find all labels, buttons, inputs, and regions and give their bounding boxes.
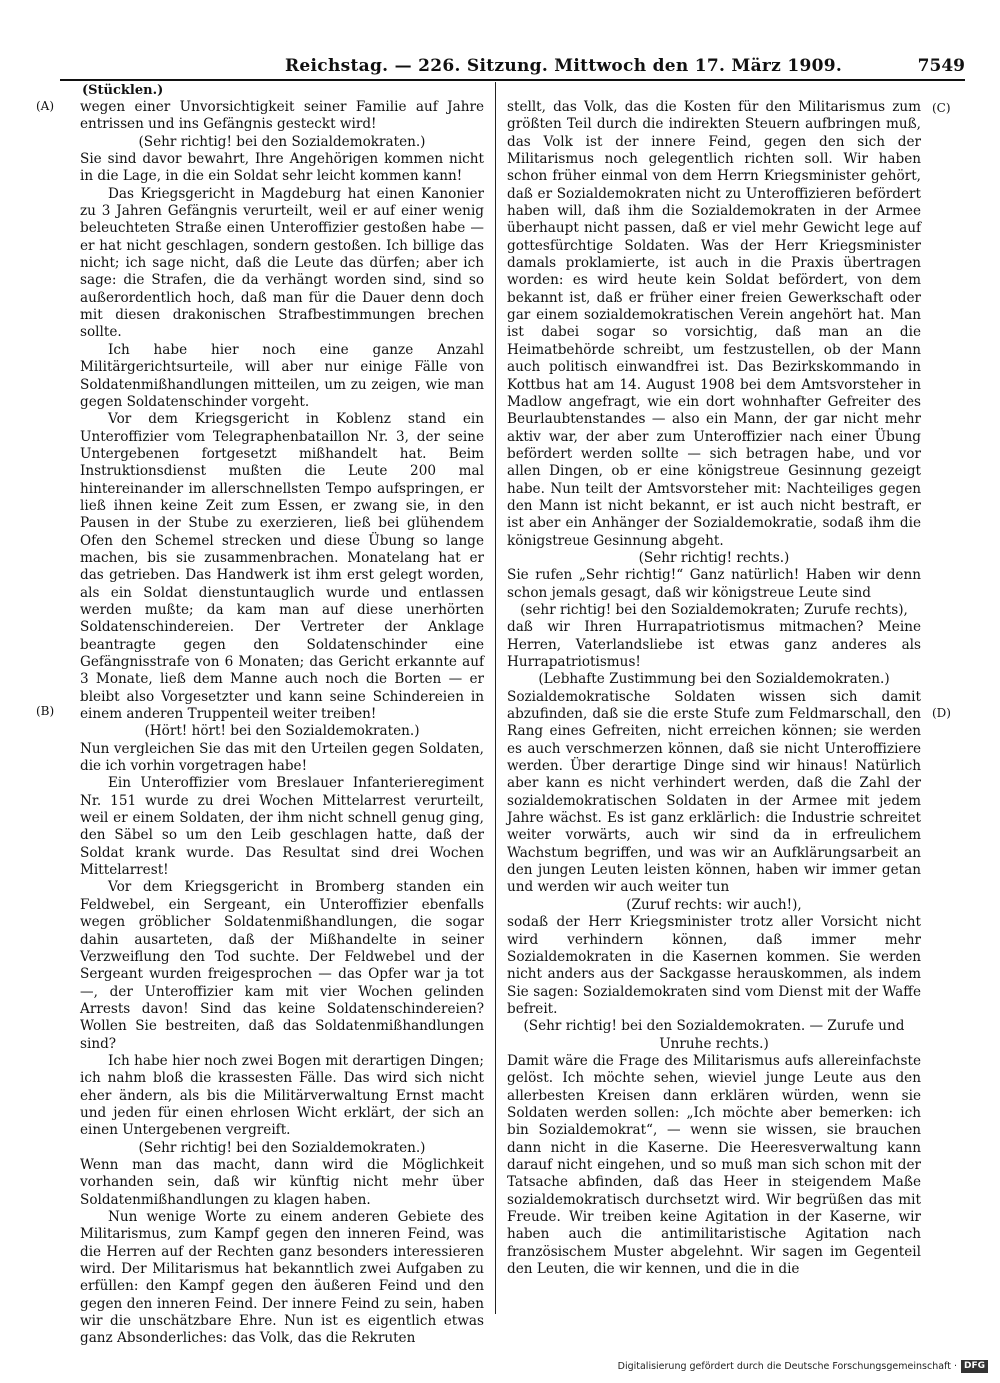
interjection: (Sehr richtig! bei den Sozialdemokraten. — Zurufe und Unruhe rechts.) xyxy=(523,1018,905,1052)
footer-text: Digitalisierung gefördert durch die Deutsche Forschungsgemeinschaft · xyxy=(617,1361,957,1372)
paragraph: sodaß der Herr Kriegsminister trotz aller Vorsicht nicht wird verhindern können, daß immer mehr Sozialdemokraten in die Kasernen kommen. Sie werden nicht anders aus der Sackgasse herauskommen, als indem Sie sagen: Sozialdemokraten sind vom Dienst mit der Waffe befreit. xyxy=(507,914,921,1017)
header-rule xyxy=(60,79,965,81)
interjection: (sehr richtig! bei den Sozialdemokraten; Zurufe rechts), xyxy=(520,601,908,618)
paragraph: stellt, das Volk, das die Kosten für den Militarismus zum größten Teil durch die indirekten Steuern aufbringen muß, das Volk ist der innere Feind, gegen den sich der Militarismus noch gelegentlich richten soll. Wir haben schon früher einmal von dem Herrn Kriegsminister gehört, daß er Sozialdemokraten nicht zu Unteroffizieren befördert haben will, daß ihm die Sozialdemokraten in der Armee überhaupt nicht passen, daß er viel mehr Gewicht lege auf gottesfürchtige Soldaten. Was der Herr Kriegsminister damals proklamierte, ist auch in die Praxis übertragen worden: es wird heute kein Soldat befördert, von dem bekannt ist, daß er früher einer freien Gewerkschaft oder gar einem sozialdemokratischen Verein angehört hat. Man ist dabei sogar so vorsichtig, daß man an die Heimatbehörde schreibt, um festzustellen, ob der Mann auch politisch einwandfrei ist. Das Bezirkskommando in Kottbus hat am 14. August 1908 bei dem Amtsvorsteher in Madlow angefragt, wie ein dort wohnhafter Gefreiter des Beurlaubtenstandes — also ein Mann, der gar nicht mehr aktiv war, der aber zum Unteroffizier nach einer Übung befördert werden sollte — sich betragen habe, und vor allen Dingen, ob er eine königstreue Gesinnung gezeigt habe. Nun teilt der Amtsvorsteher mit: Nachteiliges gegen den Mann ist nicht bekannt, er ist auch nicht bestraft, er ist aber ein Anhänger der Sozialdemokratie, sodaß ihm die königstreue Gesinnung abgeht. xyxy=(507,99,921,549)
footer-credit xyxy=(618,1360,988,1373)
dfg-logo-icon: DFG xyxy=(961,1360,988,1373)
column-divider xyxy=(495,82,496,1314)
paragraph: Ich habe hier noch zwei Bogen mit derartigen Dingen; ich nahm bloß die krassesten Fälle. Das wird sich nicht eher ändern, als bis die Militärverwaltung Ernst macht und jeden für einen ehrlosen Wicht erklärt, der sich an einen Untergebenen vergreift. xyxy=(80,1052,484,1139)
interjection: (Hört! hört! bei den Sozialdemokraten.) xyxy=(144,723,420,740)
paragraph: Sie sind davor bewahrt, Ihre Angehörigen kommen nicht in die Lage, in die ein Soldat sehr leicht kommen kann! xyxy=(80,151,484,185)
paragraph: Sozialdemokratische Soldaten wissen sich damit abzufinden, daß sie die erste Stufe zum Feldmarschall, den Rang eines Gefreiten, nicht erreichen können; sie werden es auch verschmerzen können, daß sie nicht Unteroffiziere werden. Über derartige Dinge sind wir hinaus! Natürlich aber kann es nicht verhindert werden, daß die Zahl der sozialdemokratischen Soldaten in der Armee mit jedem Jahre wächst. Es ist ganz erklärlich: die Industrie schreitet weiter vorwärts, auch wir sind da in erfreulichem Wachstum begriffen, und was wir an Aufklärungsarbeit an den jungen Leuten leisten können, haben wir immer getan und werden wir auch weiter tun xyxy=(507,688,921,896)
right-column xyxy=(507,99,921,1278)
paragraph: daß wir Ihren Hurrapatriotismus mitmachen? Meine Herren, Vaterlandsliebe ist etwas ganz anderes als Hurrapatriotismus! xyxy=(507,619,921,670)
interjection: (Lebhafte Zustimmung bei den Sozialdemokraten.) xyxy=(538,671,890,688)
paragraph: Ein Unteroffizier vom Breslauer Infanterieregiment Nr. 151 wurde zu drei Wochen Mittelarrest verurteilt, weil er einem Soldaten, der ihm nicht schnell genug ging, den Säbel so um den Leib geschlagen hatte, daß der Soldat krank wurde. Das Resultat sind drei Wochen Mittelarrest! xyxy=(80,775,484,879)
paragraph: Sie rufen „Sehr richtig!“ Ganz natürlich! Haben wir denn schon jemals gesagt, daß wir königstreue Leute sind xyxy=(507,567,921,601)
paragraph: Damit wäre die Frage des Militarismus aufs allereinfachste gelöst. Ich möchte sehen, wieviel junge Leute aus den allerbesten Kreisen dann erklären würden, wenn sie Soldaten werden sollen: „Ich möchte aber bemerken: ich bin Sozialdemokrat“, — wenn sie wissen, sie brauchen dann nicht in die Kaserne. Die Heeresverwaltung kann darauf nicht eingehen, und so muß man sich schon mit der Tatsache abfinden, daß das Heer in steigendem Maße sozialdemokratisch durchsetzt wird. Wir begrüßen das mit Freude. Wir treiben keine Agitation in der Kaserne, wir haben auch die antimilitaristische Agitation nach französischem Muster abgelehnt. Wir sagen im Gegenteil den Leuten, die wir kennen, und die in die xyxy=(507,1052,921,1278)
paragraph: Vor dem Kriegsgericht in Bromberg standen ein Feldwebel, ein Sergeant, ein Unteroffizier ebenfalls wegen gröblicher Soldatenmißhandlungen, die sogar dahin ausarteten, daß der Mißhandelte in seiner Verzweiflung den Tod suchte. Der Feldwebel und der Sergeant wurden freigesprochen — das Opfer war ja tot —, der Unteroffizier kam mit vier Wochen gelinden Arrests davon! Sind das keine Soldatenschindereien? Wollen Sie bestreiten, daß das Soldatenmißhandlungen sind? xyxy=(80,879,484,1052)
paragraph: Nun wenige Worte zu einem anderen Gebiete des Militarismus, zum Kampf gegen den inneren Feind, was die Herren auf der Rechten ganz besonders interessieren wird. Der Militarismus hat bekanntlich zwei Aufgaben zu erfüllen: den Kampf gegen den äußeren Feind und den gegen den inneren Feind. Der innere Feind zu sein, haben wir die unschätzbare Ehre. Nun ist es eigentlich etwas ganz Absonderliches: das Volk, das die Rekruten xyxy=(80,1209,484,1347)
paragraph: Vor dem Kriegsgericht in Koblenz stand ein Unteroffizier vom Telegraphenbataillon Nr. 3, der seine Untergebenen fortgesetzt mißhandelt hat. Beim Instruktionsdienst mußten die Leute 200 mal hintereinander im allerschnellsten Tempo aufspringen, er ließ ihnen keine Zeit zum Essen, er zwang sie, in den Pausen in der Stube zu exerzieren, ließ bei glühendem Ofen den Schemel strecken und diese Übung so lange machen, bis sie zusammenbrachen. Monatelang hat er das getrieben. Das Handwerk ist ihm erst gelegt worden, als ein Soldat dienstuntauglich wurde und entlassen werden mußte; da kam man auf diese unerhörten Soldatenschindereien. Der Vertreter der Anklage beantragte gegen den Soldatenschinder eine Gefängnisstrafe von 6 Monaten; das Gericht erkannte auf 3 Monate, ließ dem Manne auch noch die Borten — er bleibt also Vorgesetzter und kann seine Schindereien in einem anderen Truppenteil weiter treiben! xyxy=(80,411,484,723)
speaker-name: (Stücklen.) xyxy=(82,83,164,98)
paragraph: Wenn man das macht, dann wird die Möglichkeit vorhanden sein, daß wir künftig nicht mehr über Soldatenmißhandlungen zu klagen haben. xyxy=(80,1156,484,1208)
page-number: 7549 xyxy=(917,56,965,76)
interjection: (Sehr richtig! bei den Sozialdemokraten.) xyxy=(138,1139,426,1156)
paragraph: Das Kriegsgericht in Magdeburg hat einen Kanonier zu 3 Jahren Gefängnis verurteilt, weil er auf einer wenig beleuchteten Straße einen Unteroffizier gestoßen habe — er hat nicht geschlagen, sondern gestoßen. Ich billige das nicht; ich sage nicht, daß die Leute das dürfen; aber ich sage: die Strafen, die da verhängt worden sind, sind so außerordentlich hoch, daß man für die Dauer denn doch mit diesen drakonischen Strafbestimmungen brechen sollte. xyxy=(80,185,484,341)
interjection: (Sehr richtig! rechts.) xyxy=(638,549,790,566)
left-column xyxy=(80,99,484,1348)
interjection: (Zuruf rechts: wir auch!), xyxy=(626,896,802,913)
paragraph: wegen einer Unvorsichtigkeit seiner Familie auf Jahre entrissen und ins Gefängnis gesteckt wird! xyxy=(80,99,484,133)
page-header xyxy=(60,52,965,80)
margin-marker-d: (D) xyxy=(932,706,951,720)
paragraph: Ich habe hier noch eine ganze Anzahl Militärgerichtsurteile, will aber nur einige Fälle von Soldatenmißhandlungen mitteilen, um zu zeigen, wie man gegen Soldatenschinder vorgeht. xyxy=(80,341,484,410)
margin-marker-b: (B) xyxy=(36,704,55,718)
margin-marker-c: (C) xyxy=(932,101,951,115)
header-title: Reichstag. — 226. Sitzung. Mittwoch den 17. März 1909. xyxy=(285,56,843,76)
interjection: (Sehr richtig! bei den Sozialdemokraten.) xyxy=(138,133,426,150)
paragraph: Nun vergleichen Sie das mit den Urteilen gegen Soldaten, die ich vorhin vorgetragen habe! xyxy=(80,740,484,775)
margin-marker-a: (A) xyxy=(36,99,55,113)
